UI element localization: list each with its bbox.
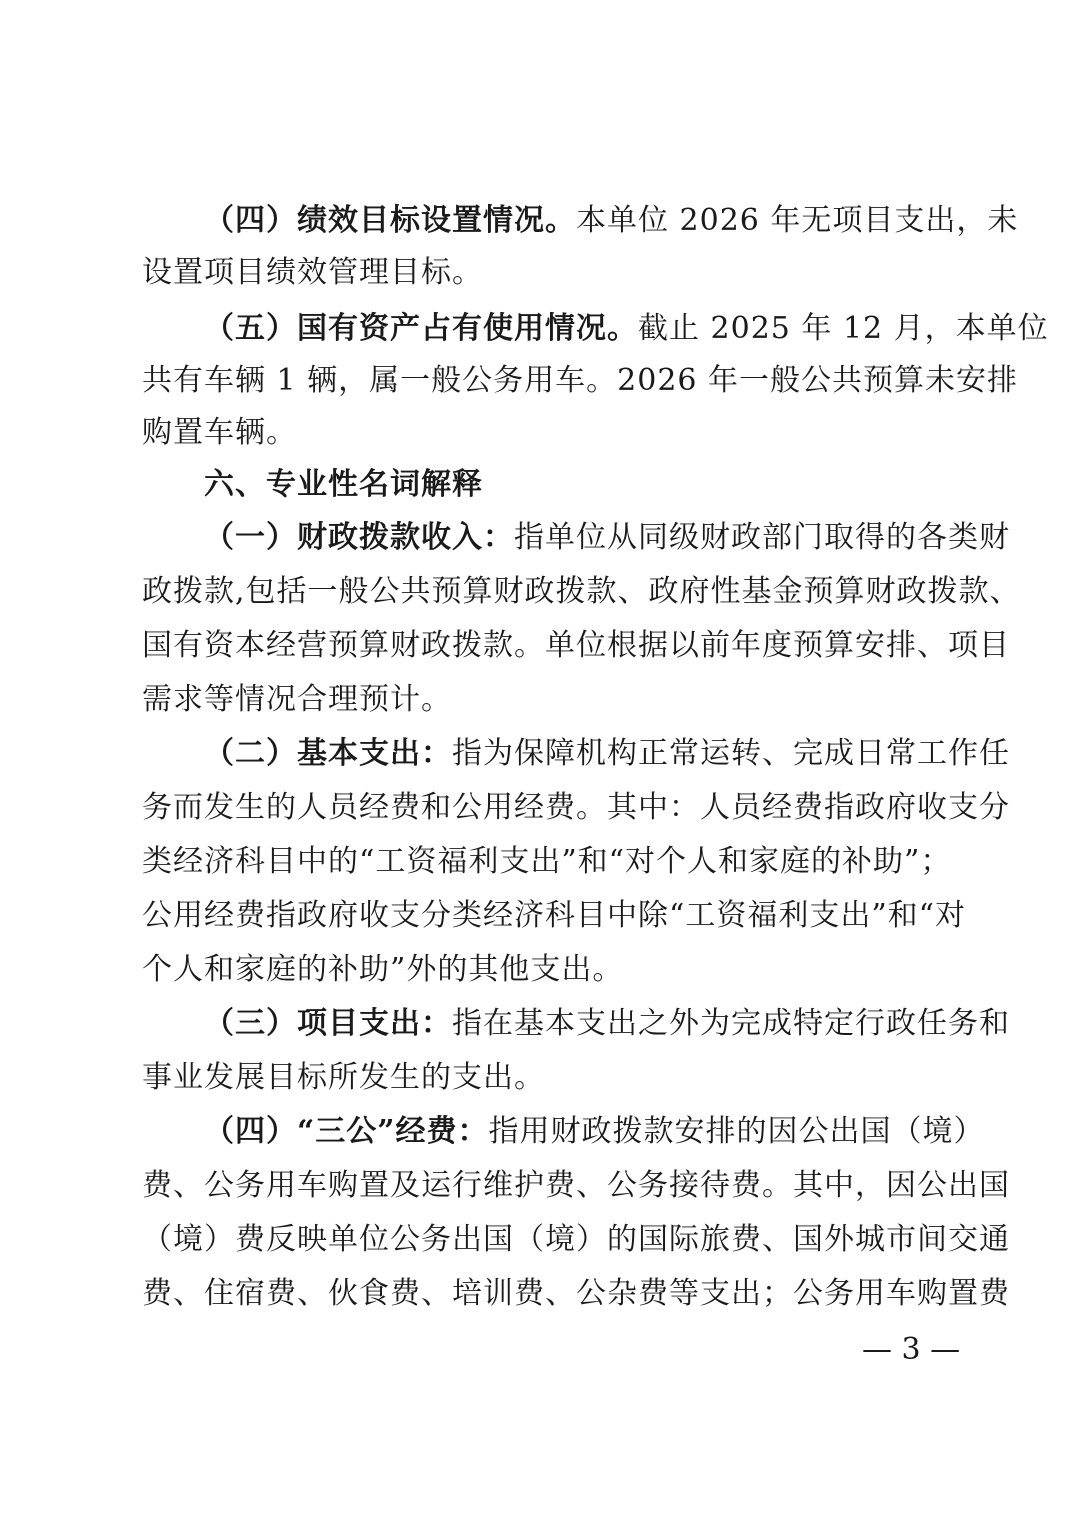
para-performance-title: （四）绩效目标设置情况。 bbox=[204, 203, 576, 238]
para-assets-line-1: （五）国有资产占有使用情况。截止 2025 年 12 月，本单位 bbox=[204, 311, 1049, 346]
para-performance-line-1: （四）绩效目标设置情况。本单位 2026 年无项目支出，未 bbox=[204, 203, 1019, 238]
term-fiscal-income-line-3: 国有资本经营预算财政拨款。单位根据以前年度预算安排、项目 bbox=[142, 628, 1010, 663]
term-basic-expenditure-line-1: （二）基本支出：指为保障机构正常运转、完成日常工作任 bbox=[204, 736, 1010, 771]
term-fiscal-income-title: （一）财政拨款收入： bbox=[204, 520, 514, 555]
term-project-expenditure-line-2: 事业发展目标所发生的支出。 bbox=[142, 1060, 545, 1095]
term-basic-expenditure-title: （二）基本支出： bbox=[204, 736, 452, 771]
para-performance-line-2: 设置项目绩效管理目标。 bbox=[142, 255, 483, 290]
term-fiscal-income-line-2: 政拨款,包括一般公共预算财政拨款、政府性基金预算财政拨款、 bbox=[142, 574, 1021, 609]
term-basic-expenditure-line-5: 个人和家庭的补助”外的其他支出。 bbox=[142, 952, 624, 987]
page-number: — 3 — bbox=[862, 1332, 961, 1367]
term-project-expenditure-title: （三）项目支出： bbox=[204, 1006, 452, 1041]
term-three-public-line-3: （境）费反映单位公务出国（境）的国际旅费、国外城市间交通 bbox=[142, 1222, 1010, 1257]
term-three-public-line-2: 费、公务用车购置及运行维护费、公务接待费。其中，因公出国 bbox=[142, 1168, 1010, 1203]
term-three-public-title: （四）“三公”经费： bbox=[204, 1114, 489, 1149]
term-three-public-line-4: 费、住宿费、伙食费、培训费、公杂费等支出；公务用车购置费 bbox=[142, 1276, 1010, 1311]
term-basic-expenditure-line-2: 务而发生的人员经费和公用经费。其中：人员经费指政府收支分 bbox=[142, 790, 1010, 825]
term-three-public-line-1: （四）“三公”经费：指用财政拨款安排的因公出国（境） bbox=[204, 1114, 985, 1149]
para-assets-line-3: 购置车辆。 bbox=[142, 415, 297, 450]
para-assets-title: （五）国有资产占有使用情况。 bbox=[204, 311, 638, 346]
section-heading-terms: 六、专业性名词解释 bbox=[204, 467, 483, 502]
para-assets-line-2: 共有车辆 1 辆，属一般公务用车。2026 年一般公共预算未安排 bbox=[142, 363, 1019, 398]
term-fiscal-income-line-1: （一）财政拨款收入：指单位从同级财政部门取得的各类财 bbox=[204, 520, 1010, 555]
term-basic-expenditure-line-4: 公用经费指政府收支分类经济科目中除“工资福利支出”和“对 bbox=[142, 898, 967, 933]
term-fiscal-income-line-4: 需求等情况合理预计。 bbox=[142, 682, 452, 717]
term-basic-expenditure-line-3: 类经济科目中的“工资福利支出”和“对个人和家庭的补助”； bbox=[142, 844, 952, 879]
term-project-expenditure-line-1: （三）项目支出：指在基本支出之外为完成特定行政任务和 bbox=[204, 1006, 1010, 1041]
